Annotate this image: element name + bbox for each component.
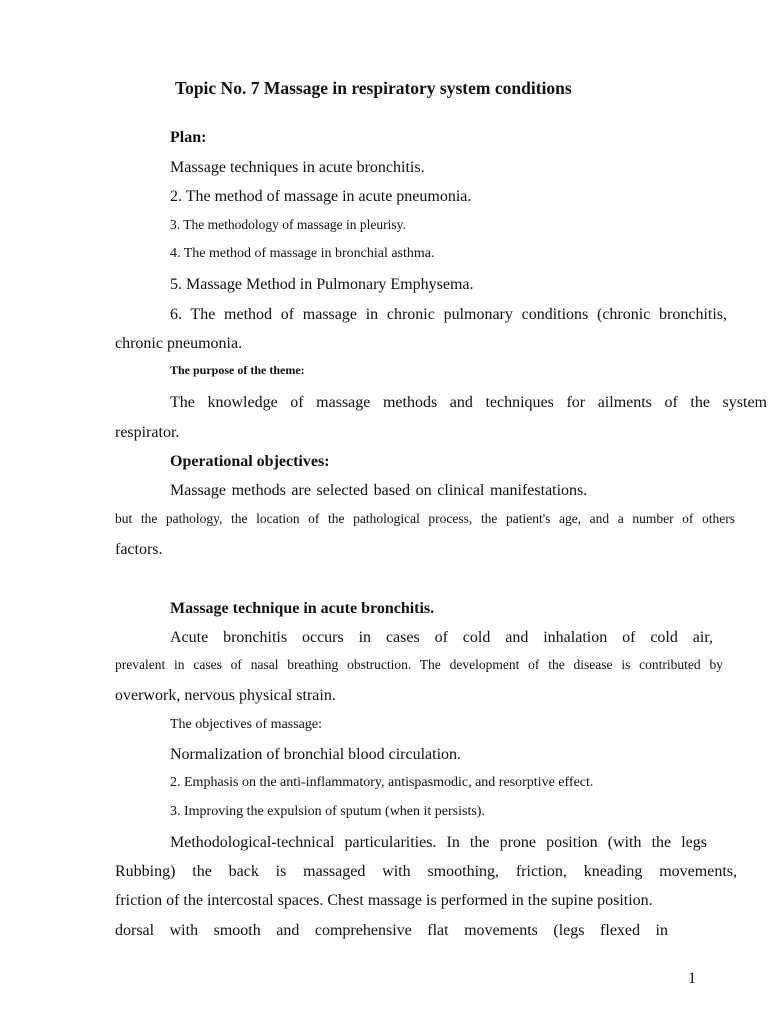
plan-item: 5. Massage Method in Pulmonary Emphysema. <box>170 276 474 293</box>
plan-item-continuation: chronic pneumonia. <box>115 335 243 352</box>
plan-item: 4. The method of massage in bronchial asthma. <box>170 246 435 261</box>
plan-item: Massage techniques in acute bronchitis. <box>170 159 425 176</box>
objectives-text: factors. <box>115 541 163 558</box>
plan-item: 3. The methodology of massage in pleurisy. <box>170 217 406 232</box>
massage-objective: Normalization of bronchial blood circulation. <box>170 746 462 763</box>
plan-item: 6. The method of massage in chronic pulmonary conditions (chronic bronchitis, <box>170 306 727 323</box>
section-paragraph: prevalent in cases of nasal breathing obstruction. The development of the disease is contributed by <box>115 657 723 672</box>
method-paragraph: dorsal with smooth and comprehensive flat movements (legs flexed in <box>115 922 668 939</box>
method-paragraph: friction of the intercostal spaces. Chest massage is performed in the supine position. <box>115 892 653 909</box>
page-title: Topic No. 7 Massage in respiratory system conditions <box>175 78 572 98</box>
method-paragraph: Methodological-technical particularities. In the prone position (with the legs <box>170 834 707 851</box>
section-paragraph: overwork, nervous physical strain. <box>115 687 336 704</box>
plan-item: 2. The method of massage in acute pneumonia. <box>170 188 472 205</box>
massage-objectives-label: The objectives of massage: <box>170 717 323 732</box>
purpose-text: respirator. <box>115 424 180 441</box>
section-paragraph: Acute bronchitis occurs in cases of cold and inhalation of cold air, <box>170 629 713 646</box>
objectives-text: but the pathology, the location of the pathological process, the patient's age, and a number of others <box>115 511 735 526</box>
page-number: 1 <box>688 970 696 987</box>
purpose-text: The knowledge of massage methods and techniques for ailments of the system <box>170 394 767 411</box>
plan-heading: Plan: <box>170 129 207 146</box>
objectives-heading: Operational objectives: <box>170 453 330 470</box>
method-paragraph: Rubbing) the back is massaged with smoothing, friction, kneading movements, <box>115 863 737 880</box>
objectives-text: Massage methods are selected based on clinical manifestations. <box>170 482 588 499</box>
massage-objective: 2. Emphasis on the anti-inflammatory, antispasmodic, and resorptive effect. <box>170 775 594 790</box>
purpose-heading: The purpose of the theme: <box>170 363 305 377</box>
massage-objective: 3. Improving the expulsion of sputum (when it persists). <box>170 804 485 819</box>
section-heading: Massage technique in acute bronchitis. <box>170 600 435 617</box>
